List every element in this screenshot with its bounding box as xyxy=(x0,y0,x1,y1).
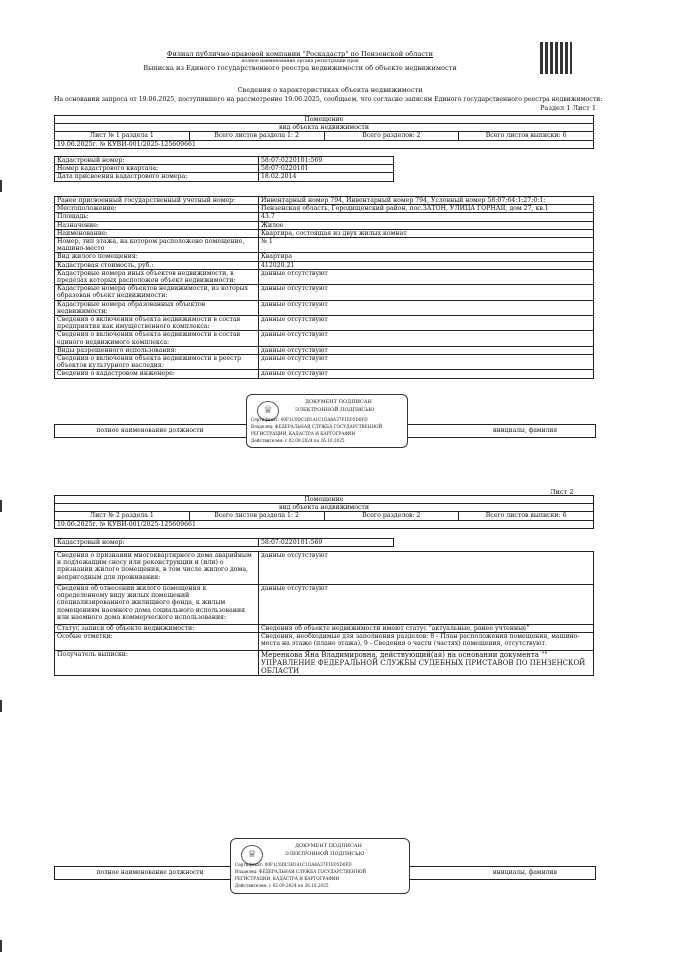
row-label: Площадь: xyxy=(55,213,259,221)
e-signature-stamp-2 xyxy=(230,838,410,894)
stamp-valid: Действителен: с 02.09.2024 по 26.10.2025 xyxy=(251,438,345,443)
document-subtitle: Сведения о характеристиках объекта недвижимости xyxy=(237,86,423,94)
name-caption: инициалы, фамилия xyxy=(492,869,558,876)
table-row xyxy=(55,355,594,370)
row-value: Квартира, состоящая из двух жилых комнат xyxy=(259,229,594,237)
object-type: Помещение xyxy=(55,116,594,124)
row-label: Дата присвоения кадастрового номера: xyxy=(55,173,259,181)
row-label: Сведения о включении объекта недвижимости в состав предприятия как имущественного комплекса: xyxy=(55,316,259,331)
table-row xyxy=(55,269,594,284)
table-row xyxy=(55,331,594,346)
org-name: Филиал публично-правовой компании "Роскадастр" по Пензенской области xyxy=(166,50,433,58)
sheets-in-section: Всего листов раздела 1: 2 xyxy=(189,512,324,520)
table-row xyxy=(55,285,594,300)
row-label: Особые отметки: xyxy=(55,633,259,651)
table-row xyxy=(55,370,594,378)
row-label: Номер кадастрового квартала: xyxy=(55,165,259,173)
table-row xyxy=(55,173,394,181)
row-label: Кадастровые номера образованных объектов недвижимости: xyxy=(55,300,259,315)
table-row xyxy=(55,229,594,237)
table-row xyxy=(55,221,594,229)
scan-mark xyxy=(0,500,2,512)
table-row xyxy=(55,539,394,547)
document-title: Выписка из Единого государственного реестра недвижимости об объекте недвижимости xyxy=(143,64,457,72)
stamp-cert: Сертификат: 00F1C0DC3B1A1C1DA8A37F1E05D0FD xyxy=(235,862,352,867)
table-row xyxy=(55,238,594,253)
row-label: Сведения об отнесении жилого помещения к определенному виду жилых помещений специализированного жилищного фонда, к жилым помещениям наемного дома социального использования или наемного дома коммерческого использования: xyxy=(55,585,259,625)
row-value: Жилое xyxy=(259,221,594,229)
table-row xyxy=(55,300,594,315)
row-label: Ранее присвоенный государственный учетный номер: xyxy=(55,197,259,205)
row-value: Меренкова Яна Владимировна, действующий(ая) на основании документа "" УПРАВЛЕНИЕ ФЕДЕРАЛЬНОЙ СЛУЖБЫ СУДЕБНЫХ ПРИСТАВОВ ПО ПЕНЗЕНСКОЙ ОБЛАСТИ xyxy=(259,651,594,676)
object-type: Помещение xyxy=(55,496,594,504)
section-label: Раздел 1 Лист 1 xyxy=(540,104,597,112)
sheet-label: Лист 2 xyxy=(550,488,574,496)
table-row xyxy=(55,316,594,331)
characteristics-table xyxy=(54,196,594,379)
table-row xyxy=(55,261,594,269)
row-label: Кадастровая стоимость, руб.: xyxy=(55,261,259,269)
scan-mark xyxy=(0,700,2,712)
row-value: 18.02.2014 xyxy=(259,173,394,181)
row-value: данные отсутствуют xyxy=(259,552,594,585)
row-value: данные отсутствуют xyxy=(259,300,594,315)
sections-total: Всего разделов: 2 xyxy=(324,512,459,520)
row-label: Виды разрешенного использования: xyxy=(55,346,259,354)
stamp-valid: Действителен: с 02.09.2024 по 26.10.2025 xyxy=(235,883,329,888)
table-row xyxy=(55,633,594,651)
row-value: Квартира xyxy=(259,253,594,261)
row-label: Кадастровые номера иных объектов недвижимости, в пределах которых расположен объект недвижимости: xyxy=(55,269,259,284)
table-row xyxy=(55,585,594,625)
e-signature-stamp xyxy=(246,394,408,448)
characteristics-table-2 xyxy=(54,551,594,676)
row-label: Сведения о включении объекта недвижимости в реестр объектов культурного наследия: xyxy=(55,355,259,370)
row-value: № 1 xyxy=(259,238,594,253)
stamp-owner: Владелец: ФЕДЕРАЛЬНАЯ СЛУЖБА ГОСУДАРСТВЕННОЙ xyxy=(235,869,367,874)
row-value: 58:07:0220101 xyxy=(259,165,394,173)
stamp-cert: Сертификат: 00F1C0DC3B1A1C1DA8A37F1E05D0FD xyxy=(251,417,368,422)
header-table xyxy=(54,115,594,149)
row-label: Кадастровый номер: xyxy=(55,157,259,165)
stamp-line: ДОКУМЕНТ ПОДПИСАН xyxy=(305,399,372,405)
scan-mark xyxy=(0,940,2,952)
position-caption: полное наименование должности xyxy=(96,869,204,876)
row-value: 43.7 xyxy=(259,213,594,221)
qr-code xyxy=(540,42,572,74)
row-value: Пензенская область, Городищенский район, пос.ЗАТОН, УЛИЦА ГОРНАЯ, дом 27, кв.1 xyxy=(259,205,594,213)
row-label: Назначение: xyxy=(55,221,259,229)
sections-total: Всего разделов: 2 xyxy=(324,132,459,140)
sheets-total: Всего листов выписки: 6 xyxy=(459,132,594,140)
row-value: данные отсутствуют xyxy=(259,585,594,625)
row-value: 58:07:0220101:569 xyxy=(259,157,394,165)
scan-mark xyxy=(0,180,2,192)
position-caption: полное наименование должности xyxy=(96,427,204,434)
table-row xyxy=(55,625,594,633)
row-value: данные отсутствуют xyxy=(259,316,594,331)
stamp-line: ЭЛЕКТРОННОЙ ПОДПИСЬЮ xyxy=(285,851,365,857)
row-value: данные отсутствуют xyxy=(259,269,594,284)
doc-id: 19.06.2025г. № КУВИ-001/2025-125609661 xyxy=(55,140,594,148)
table-row xyxy=(55,213,594,221)
row-label: Кадастровый номер: xyxy=(55,539,259,547)
cadastral-table xyxy=(54,156,394,182)
row-label: Кадастровые номера объектов недвижимости, из которых образован объект недвижимости: xyxy=(55,285,259,300)
row-label: Получатель выписки: xyxy=(55,651,259,676)
row-label: Номер, тип этажа, на котором расположено помещение, машино-место xyxy=(55,238,259,253)
table-row xyxy=(55,205,594,213)
table-row xyxy=(55,197,594,205)
sheet-number: Лист № 1 раздела 1 xyxy=(55,132,190,140)
doc-id: 19.06.2025г. № КУВИ-001/2025-125609661 xyxy=(55,520,594,528)
table-row xyxy=(55,651,594,676)
table-row xyxy=(55,253,594,261)
cadastral-table-2 xyxy=(54,538,394,547)
header-table-2 xyxy=(54,495,594,529)
row-value: Инвентарный номер 794, Инвентарный номер 794, Условный номер 58:07:64:1:27:0:1: xyxy=(259,197,594,205)
row-value: Сведения, необходимые для заполнения разделов: 8 - План расположения помещения, машино-места на этаже (плане этажа), 9 - Сведения о части (частях) помещения, отсутствуют. xyxy=(259,633,594,651)
stamp-line: ЭЛЕКТРОННОЙ ПОДПИСЬЮ xyxy=(295,407,375,413)
row-value: 412020.21 xyxy=(259,261,594,269)
row-value: данные отсутствуют xyxy=(259,285,594,300)
stamp-line: ДОКУМЕНТ ПОДПИСАН xyxy=(295,843,362,849)
row-value: 58:07:0220101:569 xyxy=(259,539,394,547)
sheets-total: Всего листов выписки: 6 xyxy=(459,512,594,520)
row-label: Вид жилого помещения: xyxy=(55,253,259,261)
row-label: Сведения о кадастровом инженере: xyxy=(55,370,259,378)
emblem-icon: ♕ xyxy=(257,401,279,421)
table-row xyxy=(55,346,594,354)
sheet-number: Лист № 2 раздела 1 xyxy=(55,512,190,520)
object-type-caption: вид объекта недвижимости xyxy=(55,504,594,512)
table-row xyxy=(55,165,394,173)
row-label: Сведения о признании многоквартирного дома аварийным и подлежащим сносу или реконструкции и (или) о признании жилого помещения, в том числе жилого дома, непригодным для проживания: xyxy=(55,552,259,585)
table-row xyxy=(55,157,394,165)
stamp-owner: РЕГИСТРАЦИИ, КАДАСТРА И КАРТОГРАФИИ xyxy=(251,431,356,436)
row-value: данные отсутствуют xyxy=(259,331,594,346)
stamp-owner: Владелец: ФЕДЕРАЛЬНАЯ СЛУЖБА ГОСУДАРСТВЕННОЙ xyxy=(251,424,383,429)
intro-text: На основании запроса от 19.06.2025, поступившего на рассмотрение 19.06.2025, сообщаем, что согласно записям Единого государственного реестра недвижимости: xyxy=(54,96,603,103)
row-value: Сведения об объекте недвижимости имеют статус "актуальные, ранее учтенные" xyxy=(259,625,594,633)
stamp-owner: РЕГИСТРАЦИИ, КАДАСТРА И КАРТОГРАФИИ xyxy=(235,876,340,881)
row-value: данные отсутствуют xyxy=(259,355,594,370)
object-type-caption: вид объекта недвижимости xyxy=(55,124,594,132)
row-value: данные отсутствуют xyxy=(259,370,594,378)
row-label: Статус записи об объекте недвижимости: xyxy=(55,625,259,633)
row-value: данные отсутствуют xyxy=(259,346,594,354)
row-label: Наименование: xyxy=(55,229,259,237)
table-row xyxy=(55,552,594,585)
emblem-icon: ♕ xyxy=(241,845,263,865)
row-label: Сведения о включении объекта недвижимости в состав единого недвижимого комплекса: xyxy=(55,331,259,346)
row-label: Местоположение: xyxy=(55,205,259,213)
sheets-in-section: Всего листов раздела 1: 2 xyxy=(189,132,324,140)
name-caption: инициалы, фамилия xyxy=(492,427,558,434)
org-caption: полное наименование органа регистрации прав xyxy=(241,59,359,64)
